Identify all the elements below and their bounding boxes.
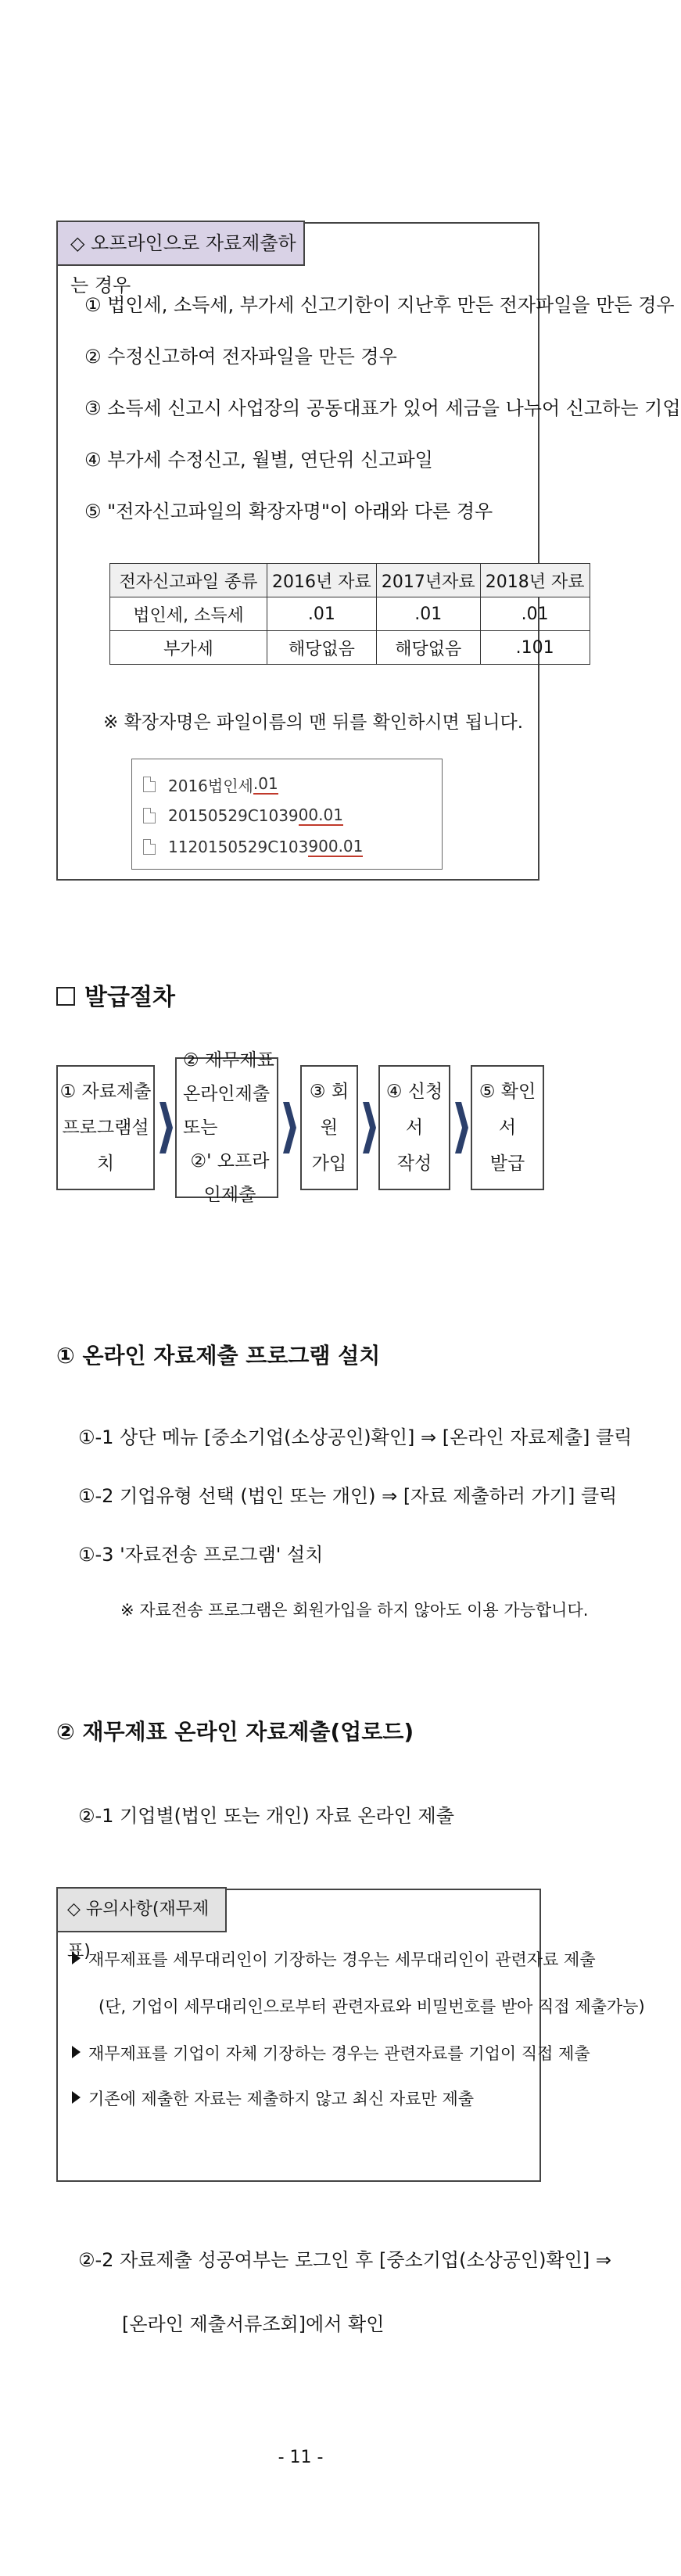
file-item <box>132 800 442 831</box>
caution-item-1-detail: (단, 기업이 세무대리인으로부터 관련자료와 비밀번호를 받아 직접 제출가능) <box>99 1997 645 2016</box>
table-cell: 부가세 <box>110 631 267 665</box>
section1-line-1: ①-1 상단 메뉴 [중소기업(소상공인)확인] ⇒ [온라인 자료제출] 클릭 <box>78 1426 633 1448</box>
process-step-5 <box>471 1065 544 1190</box>
triangle-bullet-icon <box>72 1952 81 1964</box>
file-item <box>132 831 442 863</box>
caution-item-3: 기존에 제출한 자료는 제출하지 않고 최신 자료만 제출 <box>72 2086 474 2110</box>
caution-item-1: 재무제표를 세무대리인이 기장하는 경우는 세무대리인이 관련자료 제출 <box>72 1947 596 1971</box>
table-cell: .01 <box>267 597 377 631</box>
file-item <box>132 769 442 800</box>
table-cell: .01 <box>480 597 590 631</box>
step-line: 또는 <box>183 1117 218 1138</box>
file-name-prefix: 20150529C1039 <box>168 806 299 825</box>
table-header-cell: 2018년 자료 <box>480 564 590 597</box>
file-extension: 900.01 <box>308 837 364 856</box>
process-step-1 <box>56 1065 155 1190</box>
caution-box-title: ◇ 유의사항(재무제표) <box>56 1887 227 1932</box>
step-line: 온라인제출 <box>183 1083 271 1104</box>
file-name-prefix: 1120150529C103 <box>168 838 309 856</box>
chevron-right-icon <box>157 1099 174 1157</box>
offline-case-5: ⑤ "전자신고파일의 확장자명"이 아래와 다른 경우 <box>84 500 493 522</box>
table-row <box>110 597 590 631</box>
table-header-cell: 2016년 자료 <box>267 564 377 597</box>
section2-line-2: ②-2 자료제출 성공여부는 로그인 후 [중소기업(소상공인)확인] ⇒ <box>78 2249 612 2271</box>
section1-note: ※ 자료전송 프로그램은 회원가입을 하지 않아도 이용 가능합니다. <box>120 1601 589 1620</box>
table-cell: 해당없음 <box>376 631 480 665</box>
file-icon <box>143 839 156 855</box>
table-row <box>110 631 590 665</box>
file-icon <box>143 777 156 792</box>
triangle-bullet-icon <box>72 2091 81 2104</box>
extension-note: ※ 확장자명은 파일이름의 맨 뒤를 확인하시면 됩니다. <box>103 712 524 733</box>
section1-line-2: ①-2 기업유형 선택 (법인 또는 개인) ⇒ [자료 제출하러 가기] 클릭 <box>78 1485 618 1507</box>
step-line: 작성 <box>396 1153 432 1174</box>
process-section-title: 발급절차 <box>56 978 175 1012</box>
page-number: - 11 - <box>278 2448 324 2467</box>
section2-line-1: ②-1 기업별(법인 또는 개인) 자료 온라인 제출 <box>78 1805 454 1827</box>
triangle-bullet-icon <box>72 2046 81 2058</box>
file-name-prefix: 2016법인세 <box>168 776 253 795</box>
offline-case-3: ③ 소득세 신고시 사업장의 공동대표가 있어 세금을 나누어 신고하는 기업 <box>84 397 681 419</box>
section2-title: ② 재무제표 온라인 자료제출(업로드) <box>56 1719 414 1745</box>
chevron-right-icon <box>360 1099 378 1157</box>
offline-box-title: ◇ 오프라인으로 자료제출하는 경우 <box>56 221 305 266</box>
offline-case-4: ④ 부가세 수정신고, 월별, 연단위 신고파일 <box>84 449 433 471</box>
step-line: ② 재무제표 <box>183 1049 274 1071</box>
section1-title: ① 온라인 자료제출 프로그램 설치 <box>56 1343 381 1369</box>
table-header-cell: 전자신고파일 종류 <box>110 564 267 597</box>
step-line: ②' 오프라인제출 <box>190 1150 270 1205</box>
step-line: 가입 <box>311 1153 347 1174</box>
square-bullet-icon <box>56 987 75 1006</box>
chevron-right-icon <box>281 1099 298 1157</box>
section2-line-2-cont: [온라인 제출서류조회]에서 확인 <box>122 2313 385 2335</box>
step-line: ① 자료제출 <box>59 1082 152 1102</box>
extension-table <box>109 563 590 665</box>
table-cell: 법인세, 소득세 <box>110 597 267 631</box>
step-line: ③ 회원 <box>309 1082 349 1138</box>
offline-case-2: ② 수정신고하여 전자파일을 만든 경우 <box>84 346 397 368</box>
offline-case-1: ① 법인세, 소득세, 부가세 신고기한이 지난후 만든 전자파일을 만든 경우 <box>84 294 675 316</box>
table-header-cell: 2017년자료 <box>376 564 480 597</box>
step-line: 프로그램설치 <box>62 1118 149 1174</box>
step-line: ⑤ 확인서 <box>478 1082 536 1138</box>
section1-line-3: ①-3 '자료전송 프로그램' 설치 <box>78 1544 324 1566</box>
file-extension: 00.01 <box>298 805 343 824</box>
process-step-3 <box>300 1065 358 1190</box>
table-cell: 해당없음 <box>267 631 377 665</box>
file-example-box <box>131 759 443 870</box>
file-extension: .01 <box>253 774 278 793</box>
process-step-2 <box>175 1049 278 1205</box>
chevron-right-icon <box>453 1099 470 1157</box>
process-step-4 <box>378 1065 450 1190</box>
caution-item-2: 재무제표를 기업이 자체 기장하는 경우는 관련자료를 기업이 직접 제출 <box>72 2041 590 2065</box>
caution-box <box>56 1889 541 2182</box>
table-cell: .101 <box>480 631 590 665</box>
table-cell: .01 <box>376 597 480 631</box>
extension-table-header <box>110 564 590 597</box>
file-icon <box>143 808 156 823</box>
step-line: 발급 <box>489 1153 525 1174</box>
offline-cases-list <box>84 289 681 547</box>
step-line: ④ 신청서 <box>385 1082 443 1138</box>
